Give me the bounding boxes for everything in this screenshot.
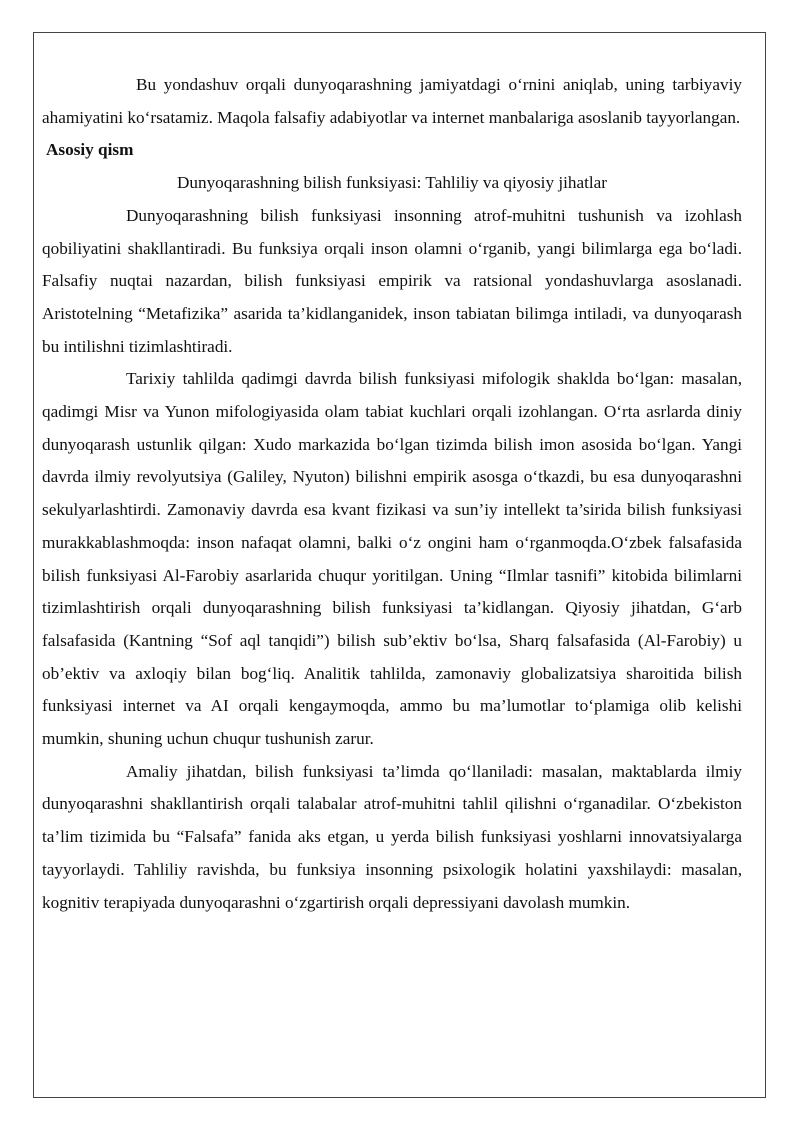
subsection-heading: Dunyoqarashning bilish funksiyasi: Tahliliy va qiyosiy jihatlar [176, 173, 608, 193]
section-heading: Asosiy qism [46, 140, 134, 160]
body-paragraph: Tarixiy tahlilda qadimgi davrda bilish funksiyasi mifologik shaklda bo‘lgan: masalan, qadimgi Misr va Yunon mifologiyasida olam tabiat kuchlari orqali izohlangan. O‘rta asrlarda diniy dunyoqarash ustunlik qilgan: Xudo markazida bo‘lgan tizimda bilish imon asosida bo‘lgan. Yangi davrda ilmiy revolyutsiya (Galiley, Nyuton) bilishni empirik asosga o‘tkazdi, bu esa dunyoqarashni sekulyarlashtirdi. Zamonaviy davrda esa kvant fizikasi va sun’iy intellekt ta’sirida bilish funksiyasi murakkablashmoqda: inson nafaqat olamni, balki o‘z ongini ham o‘rganmoqda.O‘zbek falsafasida bilish funksiyasi Al-Farobiy asarlarida chuqur yoritilgan. Uning “Ilmlar tasnifi” kitobida bilimlarni tizimlashtirish orqali dunyoqarashning bilish funksiyasi ta’kidlangan. Qiyosiy jihatdan, G‘arb falsafasida (Kantning “Sof aql tanqidi”) bilish sub’ektiv bo‘lsa, Sharq falsafasida (Al-Farobiy) u ob’ektiv va axloqiy bilan bog‘liq. Analitik tahlilda, zamonaviy globalizatsiya sharoitida bilish funksiyasi internet va AI orqali kengaymoqda, ammo bu ma’lumotlar to‘plamiga olib kelishi mumkin, shuning uchun chuqur tushunish zarur. [42, 369, 742, 749]
intro-paragraph: Bu yondashuv orqali dunyoqarashning jamiyatdagi o‘rnini aniqlab, uning tarbiyaviy ahamiyatini ko‘rsatamiz. Maqola falsafiy adabiyotlar va internet manbalariga asoslanib tayyorlangan. [42, 75, 742, 127]
document-body [42, 69, 742, 919]
body-paragraph: Dunyoqarashning bilish funksiyasi insonning atrof-muhitni tushunish va izohlash qobiliyatini shakllantiradi. Bu funksiya orqali inson olamni o‘rganib, yangi bilimlarga ega bo‘ladi. Falsafiy nuqtai nazardan, bilish funksiyasi empirik va ratsional yondashuvlarga asoslanadi. Aristotelning “Metafizika” asarida ta’kidlanganidek, inson tabiatan bilimga intiladi, va dunyoqarash bu intilishni tizimlashtiradi. [42, 205, 742, 356]
body-paragraph: Amaliy jihatdan, bilish funksiyasi ta’limda qo‘llaniladi: masalan, maktablarda ilmiy dunyoqarashni shakllantirish orqali talabalar atrof-muhitni tahlil qilishni o‘rganadilar. O‘zbekiston ta’lim tizimida bu “Falsafa” fanida aks etgan, u yerda bilish funksiyasi yoshlarni innovatsiyalarga tayyorlaydi. Tahliliy ravishda, bu funksiya insonning psixologik holatini yaxshilaydi: masalan, kognitiv terapiyada dunyoqarashni o‘zgartirish orqali depressiyani davolash mumkin. [42, 761, 742, 912]
